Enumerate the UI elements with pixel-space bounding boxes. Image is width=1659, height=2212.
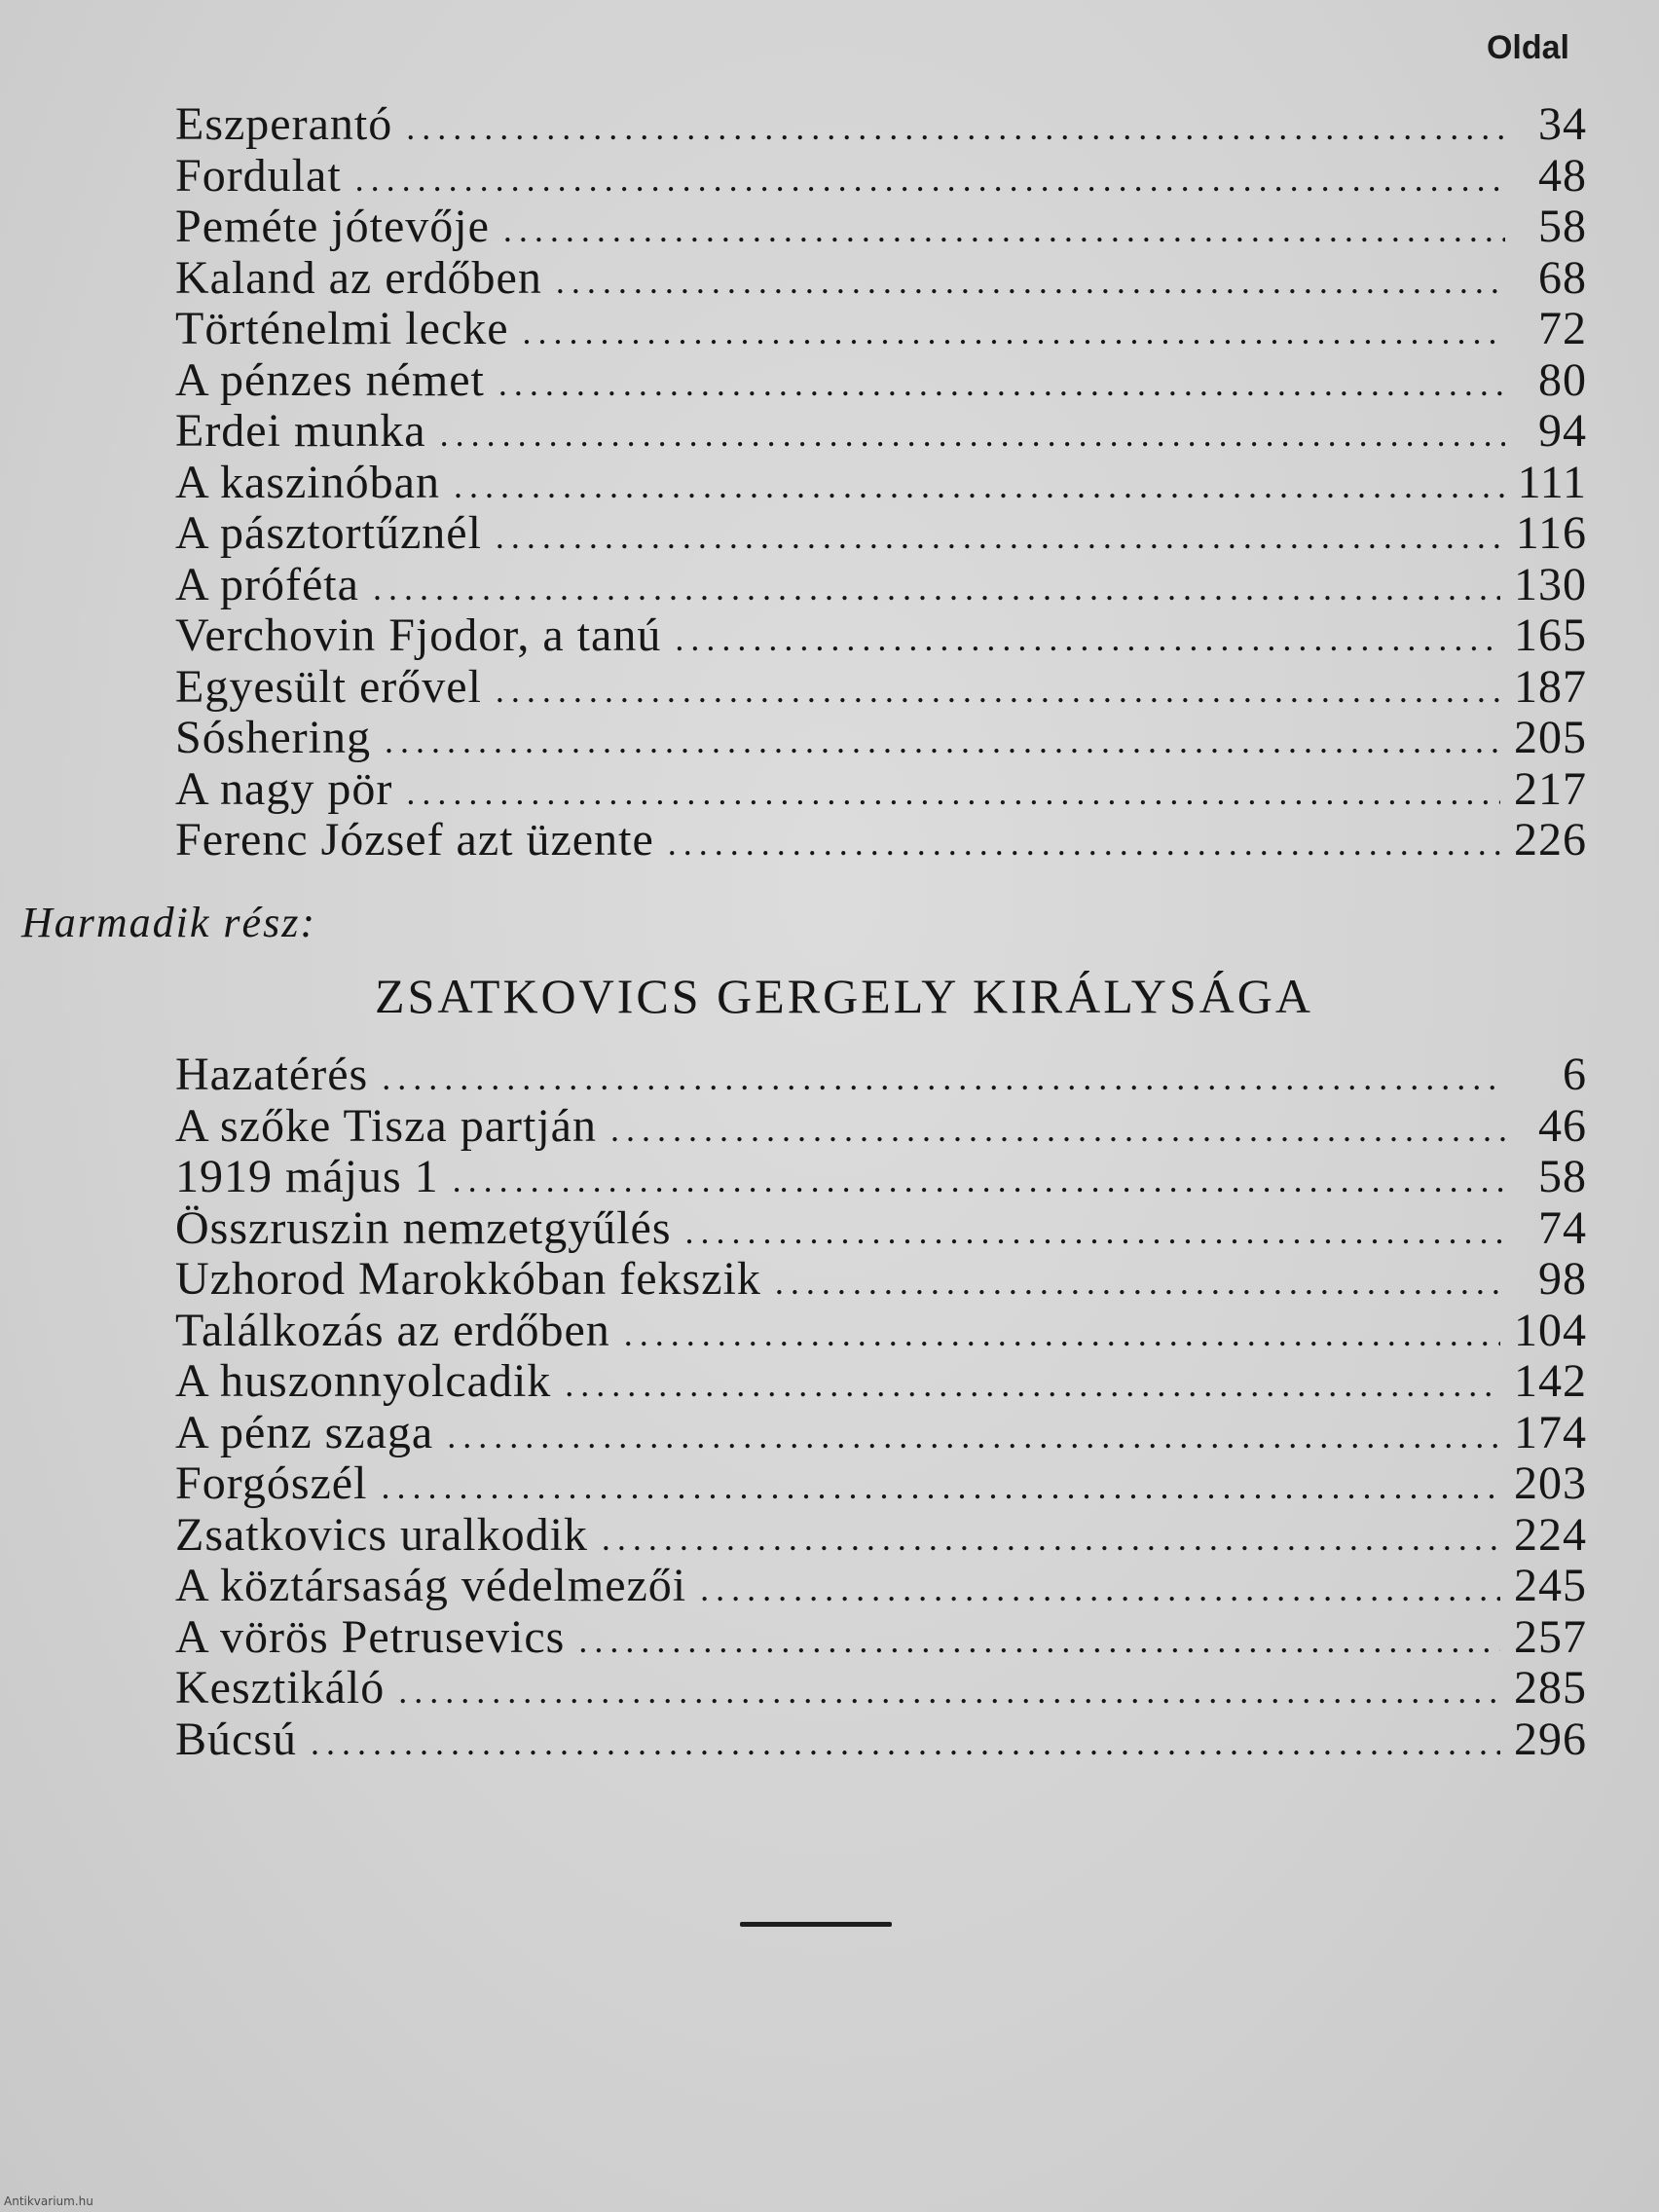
toc-entry-title: A nagy pör bbox=[175, 762, 393, 815]
toc-entry-title: A próféta bbox=[175, 558, 359, 610]
leader-dots bbox=[503, 204, 1505, 255]
toc-entry-page: 80 bbox=[1538, 353, 1587, 406]
toc-entry-title: Búcsú bbox=[175, 1713, 297, 1765]
toc-entry-page: 68 bbox=[1538, 251, 1587, 304]
toc-entry-page: 48 bbox=[1538, 149, 1587, 202]
toc-entry bbox=[175, 1561, 1587, 1612]
toc-entry-page: 245 bbox=[1514, 1560, 1587, 1611]
toc-entry-page: 142 bbox=[1514, 1355, 1587, 1407]
toc-entry bbox=[175, 1152, 1587, 1203]
toc-entry-title: Kaland az erdőben bbox=[175, 251, 542, 304]
leader-dots bbox=[775, 1257, 1505, 1308]
toc-entry-title: Kesztikáló bbox=[175, 1662, 386, 1714]
leader-dots bbox=[382, 1052, 1505, 1103]
toc-entry-page: 174 bbox=[1514, 1406, 1587, 1458]
toc-entry bbox=[175, 202, 1587, 253]
toc-entry bbox=[175, 1254, 1587, 1306]
toc-entry-title: Egyesült erővel bbox=[175, 660, 482, 713]
toc-entry-page: 203 bbox=[1514, 1457, 1587, 1509]
toc-entry bbox=[175, 1050, 1587, 1101]
toc-section-second-part bbox=[175, 99, 1587, 866]
toc-entry-page: 217 bbox=[1514, 762, 1587, 815]
toc-entry-title: Forgószél bbox=[175, 1457, 368, 1509]
toc-entry-title: Peméte jótevője bbox=[175, 201, 490, 252]
leader-dots bbox=[311, 1717, 1500, 1768]
leader-dots bbox=[496, 511, 1502, 562]
toc-entry-title: Ferenc József azt üzente bbox=[175, 814, 654, 866]
leader-dots bbox=[385, 716, 1500, 766]
toc-entry-title: A pénzes német bbox=[175, 353, 485, 406]
toc-entry-page: 34 bbox=[1538, 98, 1587, 150]
toc-entry bbox=[175, 560, 1587, 611]
leader-dots bbox=[523, 307, 1505, 357]
toc-entry bbox=[175, 458, 1587, 509]
toc-entry-page: 226 bbox=[1514, 814, 1587, 866]
leader-dots bbox=[602, 1513, 1500, 1564]
toc-entry-page: 257 bbox=[1514, 1610, 1587, 1663]
toc-entry-title: A vörös Petrusevics bbox=[175, 1610, 566, 1663]
toc-entry-title: A huszonnyolcadik bbox=[175, 1355, 552, 1407]
part-title: ZSATKOVICS GERGELY KIRÁLYSÁGA bbox=[374, 969, 1314, 1023]
leader-dots bbox=[447, 1411, 1500, 1461]
leader-dots bbox=[406, 767, 1500, 818]
toc-section-third-part bbox=[175, 1050, 1587, 1765]
toc-entry-page: 74 bbox=[1538, 1201, 1587, 1254]
watermark: Antikvarium.hu bbox=[4, 2194, 93, 2208]
toc-entry bbox=[175, 99, 1587, 151]
toc-entry-title: Hazatérés bbox=[175, 1049, 369, 1100]
toc-entry-title: A köztársaság védelmezői bbox=[175, 1560, 687, 1611]
leader-dots bbox=[668, 818, 1500, 868]
toc-entry bbox=[175, 1101, 1587, 1153]
leader-dots bbox=[556, 256, 1505, 307]
leader-dots bbox=[675, 613, 1500, 664]
leader-dots bbox=[398, 1666, 1500, 1716]
toc-entry-page: 104 bbox=[1514, 1304, 1587, 1356]
leader-dots bbox=[355, 154, 1505, 204]
toc-entry-title: Erdei munka bbox=[175, 405, 426, 457]
leader-dots bbox=[565, 1359, 1500, 1410]
toc-entry-page: 187 bbox=[1514, 660, 1587, 713]
toc-entry-title: Zsatkovics uralkodik bbox=[175, 1508, 588, 1561]
toc-entry bbox=[175, 1663, 1587, 1714]
toc-entry-title: Találkozás az erdőben bbox=[175, 1304, 610, 1356]
toc-entry-page: 6 bbox=[1563, 1049, 1587, 1100]
toc-entry-title: Történelmi lecke bbox=[175, 303, 509, 354]
toc-entry bbox=[175, 764, 1587, 816]
toc-entry bbox=[175, 1408, 1587, 1459]
toc-entry-page: 205 bbox=[1514, 712, 1587, 763]
toc-entry bbox=[175, 355, 1587, 407]
leader-dots bbox=[496, 665, 1500, 716]
toc-entry bbox=[175, 1458, 1587, 1510]
toc-entry-title: Fordulat bbox=[175, 149, 342, 202]
toc-entry-title: 1919 május 1 bbox=[175, 1151, 439, 1202]
toc-entry bbox=[175, 610, 1587, 662]
toc-entry-page: 111 bbox=[1517, 456, 1587, 508]
toc-entry bbox=[175, 662, 1587, 714]
toc-entry-title: A pásztortűznél bbox=[175, 507, 482, 559]
toc-entry-page: 285 bbox=[1514, 1662, 1587, 1714]
leader-dots bbox=[578, 1615, 1500, 1666]
leader-dots bbox=[610, 1104, 1505, 1155]
toc-entry bbox=[175, 151, 1587, 203]
toc-entry-page: 94 bbox=[1538, 405, 1587, 457]
toc-entry-page: 72 bbox=[1538, 303, 1587, 354]
toc-entry-page: 98 bbox=[1538, 1253, 1587, 1305]
leader-dots bbox=[700, 1564, 1500, 1614]
toc-entry bbox=[175, 1306, 1587, 1357]
toc-entry bbox=[175, 1510, 1587, 1562]
toc-entry-page: 58 bbox=[1538, 201, 1587, 252]
toc-entry-page: 46 bbox=[1538, 1099, 1587, 1152]
leader-dots bbox=[373, 563, 1500, 613]
leader-dots bbox=[381, 1461, 1500, 1512]
toc-entry bbox=[175, 253, 1587, 305]
toc-entry bbox=[175, 406, 1587, 458]
toc-entry-title: A szőke Tisza partján bbox=[175, 1099, 597, 1152]
leader-dots bbox=[453, 1155, 1505, 1205]
leader-dots bbox=[406, 102, 1505, 153]
toc-entry-page: 116 bbox=[1515, 507, 1587, 559]
toc-entry-title: Verchovin Fjodor, a tanú bbox=[175, 609, 662, 661]
toc-entry-title: A kaszinóban bbox=[175, 456, 440, 508]
leader-dots bbox=[498, 358, 1505, 409]
leader-dots bbox=[685, 1206, 1505, 1257]
toc-entry bbox=[175, 815, 1587, 866]
toc-entry bbox=[175, 1203, 1587, 1255]
toc-entry-title: Uzhorod Marokkóban fekszik bbox=[175, 1253, 761, 1305]
toc-entry-title: Összruszin nemzetgyűlés bbox=[175, 1201, 672, 1254]
toc-entry-page: 165 bbox=[1514, 609, 1587, 661]
toc-entry bbox=[175, 713, 1587, 764]
toc-entry bbox=[175, 1714, 1587, 1766]
part-label: Harmadik rész: bbox=[21, 899, 316, 946]
toc-entry-title: A pénz szaga bbox=[175, 1406, 434, 1458]
toc-entry bbox=[175, 1356, 1587, 1408]
toc-entry bbox=[175, 304, 1587, 355]
toc-entry-page: 58 bbox=[1538, 1151, 1587, 1202]
toc-entry-title: Sóshering bbox=[175, 712, 371, 763]
toc-entry-page: 224 bbox=[1514, 1508, 1587, 1561]
toc-entry-title: Eszperantó bbox=[175, 98, 393, 150]
toc-entry bbox=[175, 1612, 1587, 1664]
end-rule-divider bbox=[740, 1922, 892, 1927]
toc-entry-page: 130 bbox=[1514, 558, 1587, 610]
leader-dots bbox=[440, 409, 1505, 460]
leader-dots bbox=[624, 1309, 1500, 1359]
leader-dots bbox=[454, 461, 1504, 511]
page-column-header: Oldal bbox=[1486, 29, 1569, 66]
toc-entry-page: 296 bbox=[1514, 1713, 1587, 1765]
toc-entry bbox=[175, 508, 1587, 560]
